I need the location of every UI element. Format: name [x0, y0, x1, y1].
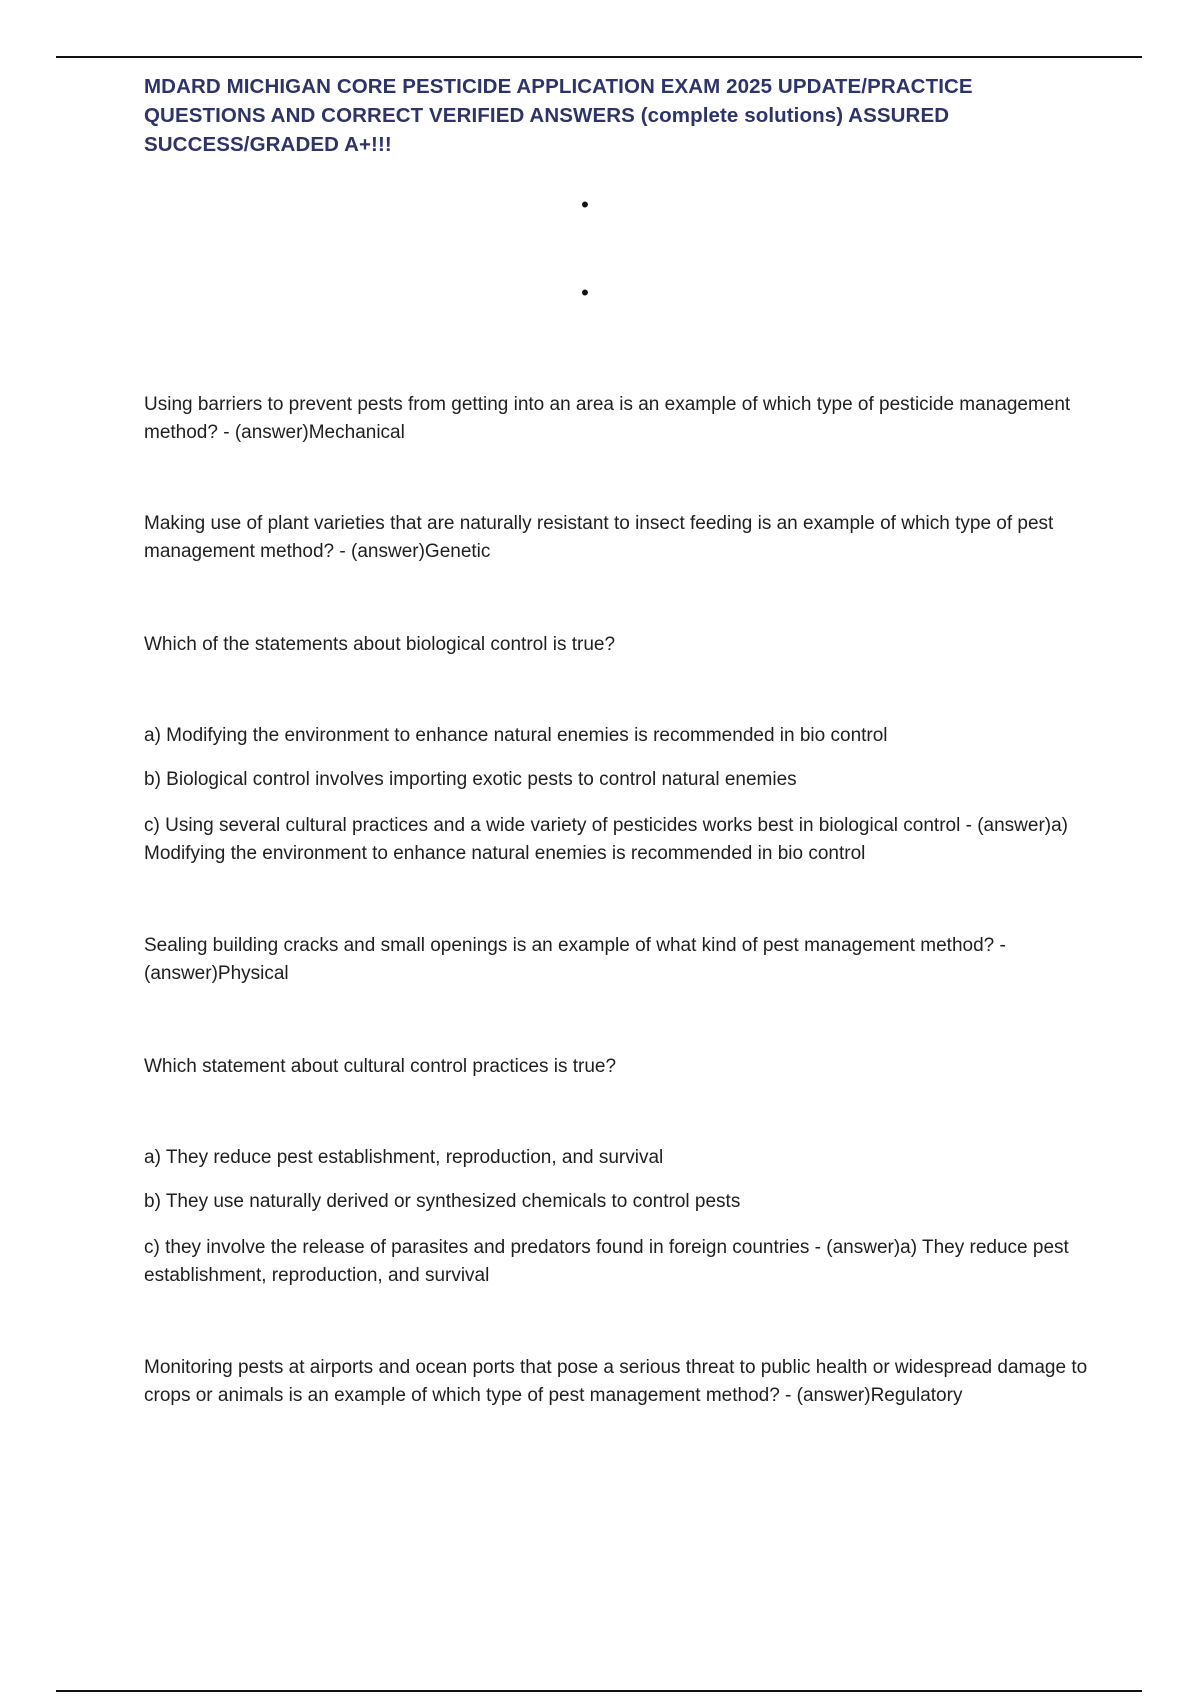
document-title: MDARD MICHIGAN CORE PESTICIDE APPLICATION EXAM 2025 UPDATE/PRACTICE QUESTIONS AND CORRECT VERIFIED ANSWERS (complete solutions) ASSURED SUCCESS/GRADED A+!!! [144, 75, 973, 156]
answer-option: a) Modifying the environment to enhance natural enemies is recommended in bio control [144, 725, 888, 746]
answer-option: b) They use naturally derived or synthesized chemicals to control pests [144, 1191, 741, 1212]
question-paragraph: Which of the statements about biological control is true? [144, 634, 616, 655]
question-paragraph: Sealing building cracks and small openings is an example of what kind of pest management method? - (answer)Physical [144, 935, 1006, 984]
answer-option: b) Biological control involves importing exotic pests to control natural enemies [144, 769, 797, 790]
answer-option: c) they involve the release of parasites and predators found in foreign countries - (answer)a) They reduce pest establishment, reproduction, and survival [144, 1237, 1069, 1286]
bullet-point: • [581, 280, 589, 305]
question-paragraph: Monitoring pests at airports and ocean ports that pose a serious threat to public health or widespread damage to crops or animals is an example of which type of pest management method? - (answer)Regulatory [144, 1357, 1088, 1406]
question-paragraph: Using barriers to prevent pests from getting into an area is an example of which type of pesticide management method? - (answer)Mechanical [144, 394, 1071, 443]
top-rule [56, 56, 1142, 58]
answer-option: a) They reduce pest establishment, reproduction, and survival [144, 1147, 664, 1168]
answer-option: c) Using several cultural practices and a wide variety of pesticides works best in biological control - (answer)a) Modifying the environment to enhance natural enemies is recommended in bio control [144, 815, 1068, 864]
question-paragraph: Making use of plant varieties that are naturally resistant to insect feeding is an example of which type of pest management method? - (answer)Genetic [144, 513, 1054, 562]
bottom-rule [56, 1690, 1142, 1692]
bullet-point: • [581, 192, 589, 217]
question-paragraph: Which statement about cultural control practices is true? [144, 1056, 617, 1077]
